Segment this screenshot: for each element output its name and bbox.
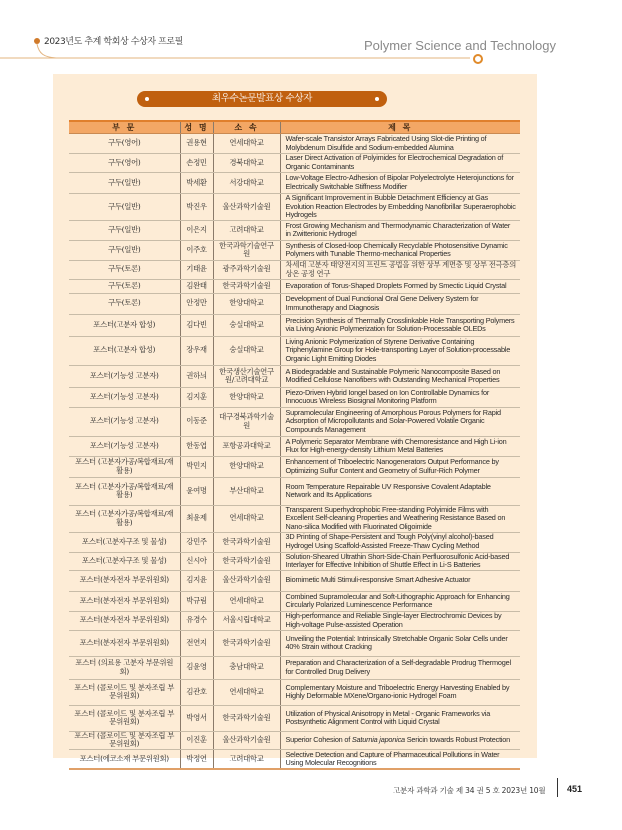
affiliation-cell: 연세대학교	[213, 505, 280, 532]
table-row	[69, 314, 520, 336]
affiliation-cell: 숭실대학교	[213, 314, 280, 336]
title-cell: Superior Cohesion of Saturnia japonica Sericin towards Robust Protection	[280, 731, 520, 749]
title-cell: Low-Voltage Electro-Adhesion of Bipolar Polyelectrolyte Heterojunctions for Electrically Switchable Stiffness Modifier	[280, 173, 520, 194]
name-cell: 신시아	[180, 552, 213, 570]
award-title-pill	[137, 91, 387, 107]
name-cell: 이진훈	[180, 731, 213, 749]
category-cell: 구두(일반)	[69, 240, 180, 260]
category-cell: 구두(토론)	[69, 279, 180, 293]
column-header-title: 제 목	[280, 121, 520, 134]
title-cell: Transparent Superhydrophobic Free-standing Polyimide Films with Excellent Self-cleaning Properties and Weathering Resistance Based on Nano-silica Modified with Fluorinated Oligoimide	[280, 505, 520, 532]
title-cell: Preparation and Characterization of a Self-degradable Prodrug Thermogel for Controlled Drug Delivery	[280, 656, 520, 679]
title-cell: Development of Dual Functional Oral Gene Delivery System for Immunotherapy and Diagnosis	[280, 293, 520, 314]
table-body	[69, 134, 520, 770]
name-cell: 김지윤	[180, 570, 213, 591]
name-cell: 이동준	[180, 407, 213, 436]
affiliation-cell: 한양대학교	[213, 293, 280, 314]
category-cell: 포스터(분자전자 부문위원회)	[69, 591, 180, 611]
table-row	[69, 336, 520, 365]
table-row	[69, 532, 520, 552]
title-cell: High-performance and Reliable Single-layer Electrochromic Devices by High-voltage Pulse-assisted Operation	[280, 611, 520, 630]
footer-journal-info: 고분자 과학과 기술 제 34 권 5 호 2023년 10월	[393, 786, 546, 795]
affiliation-cell: 한국과학기술원	[213, 630, 280, 656]
table-row	[69, 630, 520, 656]
title-cell: Laser Direct Activation of Polyimides for Electrochemical Degradation of Organic Contaminants	[280, 154, 520, 173]
affiliation-cell: 숭실대학교	[213, 336, 280, 365]
pill-dot-icon	[145, 97, 149, 101]
name-cell: 이은지	[180, 220, 213, 240]
category-cell: 구두(토론)	[69, 293, 180, 314]
title-cell: Combined Supramolecular and Soft-Lithographic Approach for Enhancing Circularly Polarized Luminescence Performance	[280, 591, 520, 611]
table-header-row	[69, 121, 520, 134]
category-cell: 구두(토론)	[69, 260, 180, 279]
table-row	[69, 436, 520, 456]
table-row	[69, 387, 520, 407]
affiliation-cell: 대구경북과학기술원	[213, 407, 280, 436]
category-cell: 구두(일반)	[69, 220, 180, 240]
affiliation-cell: 충남대학교	[213, 656, 280, 679]
table-row	[69, 477, 520, 505]
title-cell: Solution-Sheared Ultrathin Short-Side-Chain Perfluorosulfonic Acid-based Interlayer for Effective Inhibition of Shuttle Effect in Li-S Batteries	[280, 552, 520, 570]
pill-dot-icon	[375, 97, 379, 101]
name-cell: 손정민	[180, 154, 213, 173]
title-cell: Precision Synthesis of Thermally Crosslinkable Hole Transporting Polymers via Living Anionic Polymerization for Solution-Processable OLEDs	[280, 314, 520, 336]
name-cell: 윤여명	[180, 477, 213, 505]
category-cell: 포스터(기능성 고분자)	[69, 407, 180, 436]
affiliation-cell: 한국과학기술연구원	[213, 240, 280, 260]
title-cell: Selective Detection and Capture of Pharmaceutical Pollutions in Water Using Molecular Recognitions	[280, 749, 520, 769]
affiliation-cell: 한양대학교	[213, 387, 280, 407]
column-header-name: 성 명	[180, 121, 213, 134]
name-cell: 강민주	[180, 532, 213, 552]
title-cell: 차세대 고분자 태양전지의 프린트 공법을 위한 상부 계면층 및 상부 전극층의 상온 공정 연구	[280, 260, 520, 279]
affiliation-cell: 연세대학교	[213, 679, 280, 705]
table-row	[69, 365, 520, 387]
affiliation-cell: 고려대학교	[213, 749, 280, 769]
table-row	[69, 570, 520, 591]
affiliation-cell: 포항공과대학교	[213, 436, 280, 456]
column-header-category: 부 문	[69, 121, 180, 134]
category-cell: 구두(일반)	[69, 173, 180, 194]
name-cell: 권용현	[180, 134, 213, 154]
category-cell: 포스터(기능성 고분자)	[69, 436, 180, 456]
affiliation-cell: 서강대학교	[213, 173, 280, 194]
table-row	[69, 220, 520, 240]
affiliation-cell: 부산대학교	[213, 477, 280, 505]
name-cell: 박규림	[180, 591, 213, 611]
name-cell: 김다빈	[180, 314, 213, 336]
table-row	[69, 240, 520, 260]
name-cell: 유경수	[180, 611, 213, 630]
category-cell: 포스터 (의료용 고분자 부문위원회)	[69, 656, 180, 679]
category-cell: 포스터 (고분자가공/복합재료/재활용)	[69, 477, 180, 505]
title-cell: Supramolecular Engineering of Amorphous Porous Polymers for Rapid Adsorption of Micropollutants and Solar-Powered Volatile Organic Compounds Management	[280, 407, 520, 436]
table-row	[69, 407, 520, 436]
table-row	[69, 293, 520, 314]
table-row	[69, 749, 520, 769]
category-cell: 구두(일반)	[69, 194, 180, 221]
name-cell: 박세환	[180, 173, 213, 194]
name-cell: 박영서	[180, 705, 213, 731]
title-cell: 3D Printing of Shape-Persistent and Tough Poly(vinyl alcohol)-based Hydrogel Using Scaffold-Assisted Freeze-Thaw Cycling Method	[280, 532, 520, 552]
title-cell: Enhancement of Triboelectric Nanogenerators Output Performance by Optimizing Sulfur Content and Geometry of Sulfur-Rich Polymer	[280, 456, 520, 477]
table-row	[69, 591, 520, 611]
name-cell: 박민지	[180, 456, 213, 477]
table-row	[69, 134, 520, 154]
title-cell: Utilization of Physical Anisotropy in Metal - Organic Frameworks via Postsynthetic Alignment Control with Liquid Crystal	[280, 705, 520, 731]
name-cell: 이주호	[180, 240, 213, 260]
affiliation-cell: 한국과학기술원	[213, 552, 280, 570]
title-cell: A Polymeric Separator Membrane with Chemoresistance and High Li-ion Flux for High-energy-density Lithium Metal Batteries	[280, 436, 520, 456]
title-cell: Room Temperature Repairable UV Responsive Covalent Adaptable Network and Its Applications	[280, 477, 520, 505]
affiliation-cell: 경북대학교	[213, 154, 280, 173]
affiliation-cell: 광주과학기술원	[213, 260, 280, 279]
table-row	[69, 656, 520, 679]
category-cell: 포스터 (고분자가공/복합재료/재활용)	[69, 505, 180, 532]
affiliation-cell: 한국과학기술원	[213, 532, 280, 552]
title-cell: Unveiling the Potential: Intrinsically Stretchable Organic Solar Cells under 40% Strain without Cracking	[280, 630, 520, 656]
category-cell: 포스터(고분자 합성)	[69, 314, 180, 336]
name-cell: 장우재	[180, 336, 213, 365]
category-cell: 구두(영어)	[69, 134, 180, 154]
name-cell: 한동엽	[180, 436, 213, 456]
title-cell: Synthesis of Closed-loop Chemically Recyclable Photosensitive Dynamic Polymers with Tunable Thermo-mechanical Properties	[280, 240, 520, 260]
section-title: 2023년도 추계 학회상 수상자 프로필	[44, 37, 183, 47]
category-cell: 포스터(기능성 고분자)	[69, 387, 180, 407]
species-name: Saturnia japonica	[351, 735, 405, 745]
table-row	[69, 173, 520, 194]
affiliation-cell: 연세대학교	[213, 591, 280, 611]
title-cell: Living Anionic Polymerization of Styrene Derivative Containing Triphenylamine Group for Hole-transporting Layer of Solution-processable Organic Light Emitting Diodes	[280, 336, 520, 365]
category-cell: 포스터(기능성 고분자)	[69, 365, 180, 387]
table-row	[69, 279, 520, 293]
name-cell: 권하늬	[180, 365, 213, 387]
footer-divider	[557, 778, 558, 797]
table-row	[69, 154, 520, 173]
name-cell: 박정연	[180, 749, 213, 769]
table-row	[69, 194, 520, 221]
table-row	[69, 611, 520, 630]
name-cell: 전연지	[180, 630, 213, 656]
affiliation-cell: 고려대학교	[213, 220, 280, 240]
title-cell: A Biodegradable and Sustainable Polymeric Nanocomposite Based on Modified Cellulose Nanofibers with Outstanding Mechanical Properties	[280, 365, 520, 387]
name-cell: 기태윤	[180, 260, 213, 279]
table-row	[69, 505, 520, 532]
column-header-affiliation: 소 속	[213, 121, 280, 134]
name-cell: 최윤제	[180, 505, 213, 532]
category-cell: 포스터(분자전자 부문위원회)	[69, 570, 180, 591]
category-cell: 포스터(고분자구조 및 물성)	[69, 532, 180, 552]
table-row	[69, 731, 520, 749]
page-number: 451	[567, 784, 583, 794]
title-cell: A Significant Improvement in Bubble Detachment Efficiency at Gas Evolution Reaction Electrodes by Embedding Nanofibrillar Superaerophobic Hydrogels	[280, 194, 520, 221]
name-cell: 안정만	[180, 293, 213, 314]
category-cell: 포스터 (콜로이드 및 분자조립 부문위원회)	[69, 731, 180, 749]
journal-brand: Polymer Science and Technology	[364, 38, 556, 53]
affiliation-cell: 한국과학기술원	[213, 705, 280, 731]
category-cell: 포스터(분자전자 부문위원회)	[69, 611, 180, 630]
table-row	[69, 705, 520, 731]
category-cell: 포스터(고분자구조 및 물성)	[69, 552, 180, 570]
affiliation-cell: 한국생산기술연구원/고려대학교	[213, 365, 280, 387]
affiliation-cell: 울산과학기술원	[213, 570, 280, 591]
affiliation-cell: 울산과학기술원	[213, 731, 280, 749]
title-cell: Frost Growing Mechanism and Thermodynamic Characterization of Water in Zwitterionic Hydrogel	[280, 220, 520, 240]
category-cell: 구두(영어)	[69, 154, 180, 173]
title-cell: Complementary Moisture and Triboelectric Energy Harvesting Enabled by Highly Deformable MXene/Organo-ionic Hydrogel Foam	[280, 679, 520, 705]
title-cell: Wafer-scale Transistor Arrays Fabricated Using Slot-die Printing of Molybdenum Disulfide and Sodium-embedded Alumina	[280, 134, 520, 154]
affiliation-cell: 서울시립대학교	[213, 611, 280, 630]
affiliation-cell: 한국과학기술원	[213, 279, 280, 293]
category-cell: 포스터 (콜로이드 및 분자조립 부문위원회)	[69, 705, 180, 731]
table-row	[69, 260, 520, 279]
category-cell: 포스터(에코소재 부문위원회)	[69, 749, 180, 769]
category-cell: 포스터 (콜로이드 및 분자조립 부문위원회)	[69, 679, 180, 705]
name-cell: 김관호	[180, 679, 213, 705]
name-cell: 김윤영	[180, 656, 213, 679]
affiliation-cell: 한양대학교	[213, 456, 280, 477]
awards-table	[69, 120, 520, 770]
title-cell: Evaporation of Torus-Shaped Droplets Formed by Smectic Liquid Crystal	[280, 279, 520, 293]
ring-marker-icon	[473, 54, 483, 64]
name-cell: 김완태	[180, 279, 213, 293]
category-cell: 포스터 (고분자가공/복합재료/재활용)	[69, 456, 180, 477]
affiliation-cell: 연세대학교	[213, 134, 280, 154]
award-title: 최우수논문발표상 수상자	[211, 93, 313, 104]
title-cell: Piezo-Driven Hybrid Iongel based on Ion Controllable Dynamics for Innocuous Wireless Biosignal Monitoring Platform	[280, 387, 520, 407]
name-cell: 박진우	[180, 194, 213, 221]
category-cell: 포스터(고분자 합성)	[69, 336, 180, 365]
table-row	[69, 679, 520, 705]
title-cell: Biomimetic Multi Stimuli-responsive Smart Adhesive Actuator	[280, 570, 520, 591]
table-row	[69, 456, 520, 477]
table-row	[69, 552, 520, 570]
category-cell: 포스터(분자전자 부문위원회)	[69, 630, 180, 656]
name-cell: 김지훈	[180, 387, 213, 407]
affiliation-cell: 울산과학기술원	[213, 194, 280, 221]
